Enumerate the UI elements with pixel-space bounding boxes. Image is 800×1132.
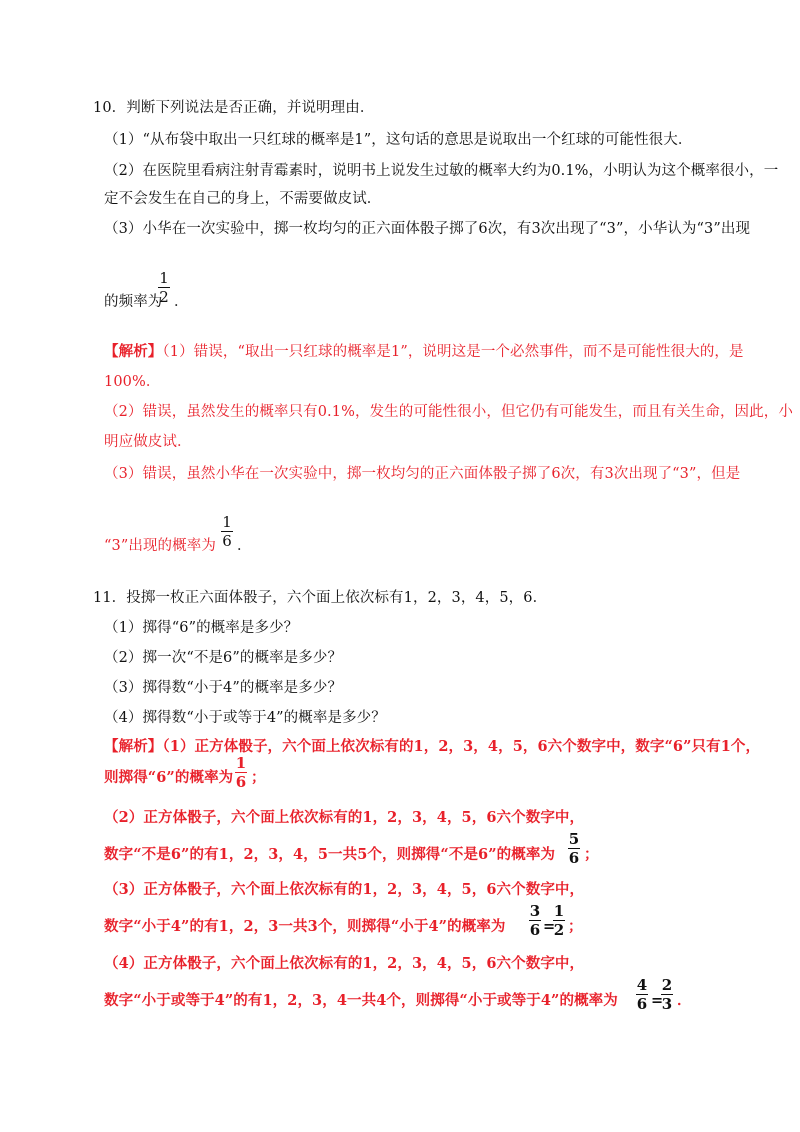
q11-part3: （3）掷得数“小于4”的概率是多少？ bbox=[104, 680, 343, 696]
sol11-part4-fraction-1 bbox=[636, 977, 648, 1012]
q10-fraction bbox=[158, 270, 170, 305]
sol11-part3-numerator-2: 1 bbox=[553, 902, 565, 920]
sol11-part4-end: ． bbox=[677, 992, 692, 1009]
q10-part2-line1: （2）在医院里看病注射青霉素时，说明书上说发生过敏的概率大约为0.1%，小明认为这个概率很小，一 bbox=[104, 163, 779, 179]
q11-title: 11．投掷一枚正六面体骰子，六个面上依次标有1，2，3，4，5，6． bbox=[93, 590, 548, 606]
q10-part2-line2: 定不会发生在自己的身上，不需要做皮试． bbox=[104, 191, 382, 207]
q10-title: 10．判断下列说法是否正确，并说明理由． bbox=[93, 100, 375, 116]
q11-part4: （4）掷得数“小于或等于4”的概率是多少？ bbox=[104, 710, 386, 726]
sol10-part3-line2: “3”出现的概率为 bbox=[104, 538, 216, 554]
sol10-part1-line1: （1）错误，“取出一只红球的概率是1”，说明这是一个必然事件，而不是可能性很大的，是 bbox=[162, 344, 744, 360]
sol10-fraction-denominator: 6 bbox=[222, 532, 232, 550]
sol11-part4-line2: 数字“小于或等于4”的有1，2，3，4一共4个，则掷得“小于或等于4”的概率为 bbox=[104, 992, 618, 1009]
q10-part3-end: ． bbox=[174, 294, 189, 310]
sol11-part3-line1: （3）正方体骰子，六个面上依次标有的1，2，3，4，5，6六个数字中， bbox=[104, 881, 585, 898]
sol10-part3-line1: （3）错误，虽然小华在一次实验中，掷一枚均匀的正六面体骰子掷了6次，有3次出现了“3”，但是 bbox=[104, 466, 741, 482]
sol11-part4-numerator-1: 4 bbox=[636, 976, 648, 994]
sol11-part4-denominator-1: 6 bbox=[636, 995, 648, 1013]
sol10-part2-line2: 明应做皮试． bbox=[104, 434, 192, 450]
sol11-part1-line1: （1）正方体骰子，六个面上依次标有的1，2，3，4，5，6六个数字中，数字“6”只有1个， bbox=[162, 738, 761, 755]
sol11-part2-line1: （2）正方体骰子，六个面上依次标有的1，2，3，4，5，6六个数字中， bbox=[104, 809, 585, 826]
q10-fraction-numerator: 1 bbox=[159, 269, 169, 287]
q10-part3-line2: 的频率为 bbox=[104, 294, 163, 310]
sol11-part4-denominator-2: 3 bbox=[661, 995, 673, 1013]
sol11-part3-fraction-1 bbox=[529, 903, 541, 938]
q10-part3-line1: （3）小华在一次实验中，掷一枚均匀的正六面体骰子掷了6次，有3次出现了“3”，小华认为“3”出现 bbox=[104, 221, 751, 237]
sol11-part1-line2: 则掷得“6”的概率为 bbox=[104, 769, 234, 786]
sol11-part2-end: ； bbox=[584, 846, 599, 863]
sol11-part2-line2: 数字“不是6”的有1，2，3，4，5一共5个，则掷得“不是6”的概率为 bbox=[104, 846, 556, 863]
sol10-part2-line1: （2）错误，虽然发生的概率只有0.1%，发生的可能性很小，但它仍有可能发生，而且有关生命，因此，小 bbox=[104, 404, 793, 420]
sol10-fraction-numerator: 1 bbox=[222, 513, 232, 531]
sol11-part1-numerator: 1 bbox=[235, 754, 247, 772]
sol10-part3-end: ． bbox=[237, 538, 252, 554]
sol10-fraction bbox=[221, 514, 233, 549]
sol11-part4-numerator-2: 2 bbox=[661, 976, 673, 994]
sol11-part3-denominator-2: 2 bbox=[553, 921, 565, 939]
sol11-part1-fraction bbox=[235, 755, 247, 790]
sol11-part2-fraction bbox=[568, 831, 580, 866]
sol11-part3-fraction-2 bbox=[553, 903, 565, 938]
sol11-part2-numerator: 5 bbox=[568, 830, 580, 848]
sol11-part4-equals: = bbox=[651, 992, 664, 1009]
sol11-part1-end: ； bbox=[251, 769, 266, 786]
sol11-part3-end: ； bbox=[568, 918, 583, 935]
sol10-line1 bbox=[104, 342, 744, 362]
sol11-part3-equals: = bbox=[543, 918, 556, 935]
sol11-part2-denominator: 6 bbox=[568, 849, 580, 867]
sol11-part3-numerator-1: 3 bbox=[529, 902, 541, 920]
q10-part1: （1）“从布袋中取出一只红球的概率是1”，这句话的意思是说取出一个红球的可能性很大． bbox=[104, 132, 693, 148]
sol11-label: 【解析】 bbox=[104, 738, 163, 755]
sol11-part3-line2: 数字“小于4”的有1，2，3一共3个，则掷得“小于4”的概率为 bbox=[104, 918, 506, 935]
q11-part1: （1）掷得“6”的概率是多少？ bbox=[104, 620, 299, 636]
q10-fraction-denominator: 2 bbox=[159, 288, 169, 306]
sol11-part4-fraction-2 bbox=[661, 977, 673, 1012]
sol11-part3-denominator-1: 6 bbox=[529, 921, 541, 939]
sol11-line1 bbox=[104, 737, 760, 757]
sol11-part4-line1: （4）正方体骰子，六个面上依次标有的1，2，3，4，5，6六个数字中， bbox=[104, 955, 585, 972]
sol10-part1-line2: 100%． bbox=[104, 374, 161, 390]
q11-part2: （2）掷一次“不是6”的概率是多少？ bbox=[104, 650, 343, 666]
sol11-part1-denominator: 6 bbox=[235, 773, 247, 791]
sol10-label: 【解析】 bbox=[104, 343, 163, 360]
